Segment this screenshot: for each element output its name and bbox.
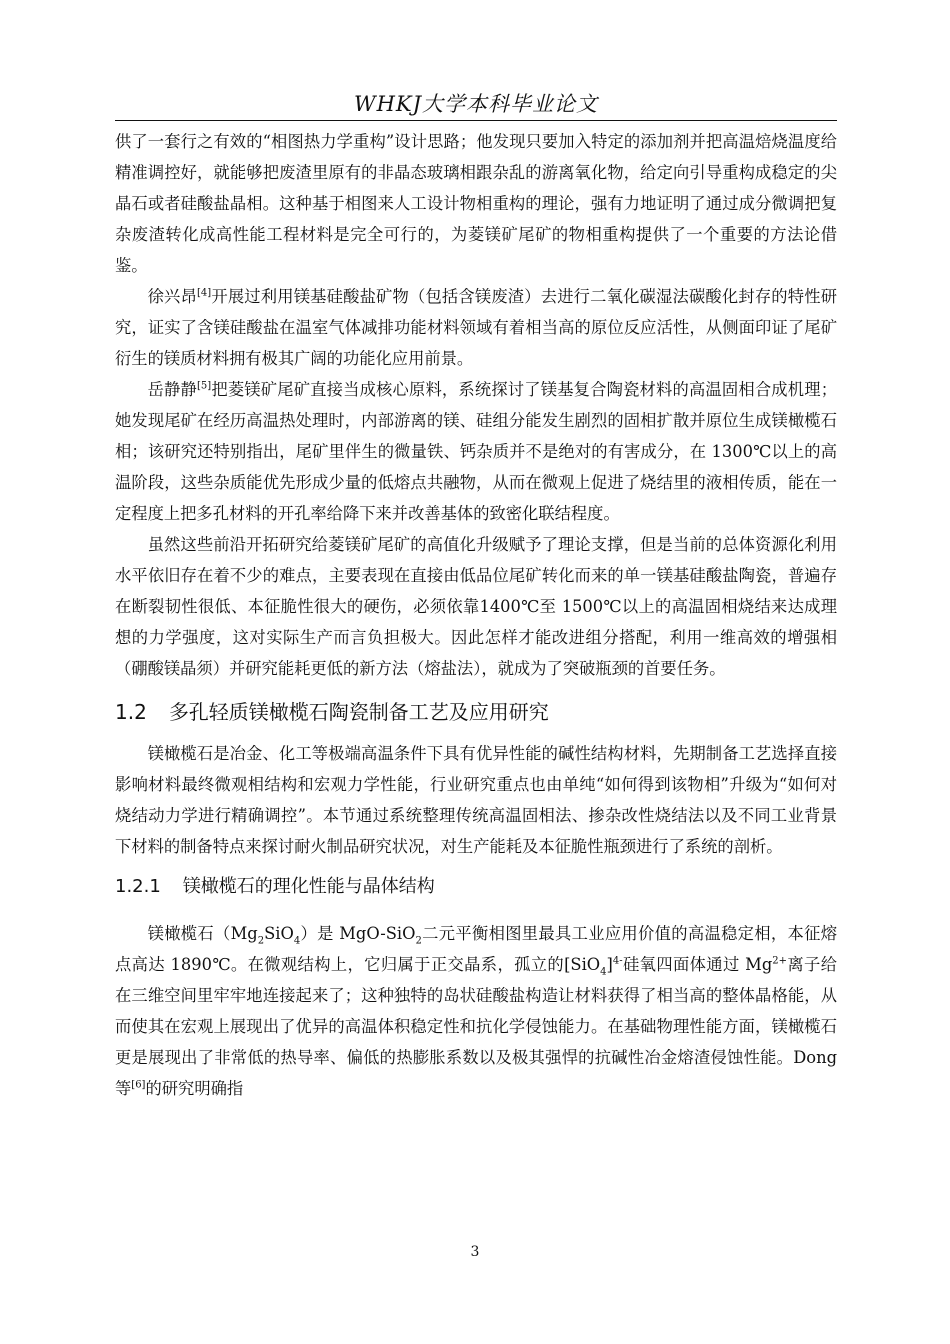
section-title: 多孔轻质镁橄榄石陶瓷制备工艺及应用研究 <box>168 700 549 724</box>
citation-ref: [4] <box>197 287 212 299</box>
paragraph-summary: 虽然这些前沿开拓研究给菱镁矿尾矿的高值化升级赋予了理论支撑，但是当前的总体资源化利用水平依旧存在着不少的难点，主要表现在直接由低品位尾矿转化而来的单一镁基硅酸盐陶瓷，普遍存在断裂韧性很低、本征脆性很大的硬伤，必须依靠1400℃至 1500℃以上的高温固相烧结来达成理想的力学强度，这对实际生产而言负担极大。因此怎样才能改进组分搭配，利用一维高效的增强相（硼酸镁晶须）并研究能耗更低的新方法（熔盐法），就成为了突破瓶颈的首要任务。 <box>115 535 837 678</box>
subsection-heading <box>115 872 837 902</box>
subsection-title: 镁橄榄石的理化性能与晶体结构 <box>182 876 435 897</box>
header-rule <box>115 120 837 121</box>
citation-ref: [5] <box>197 380 212 392</box>
section-heading <box>115 696 837 728</box>
page-body <box>115 126 837 1104</box>
subscript: 4 <box>293 935 301 947</box>
text-run: ）是 MgO-SiO <box>300 924 416 943</box>
paragraph-forsterite <box>115 918 837 1104</box>
text-run: SiO <box>264 924 294 943</box>
text-run: 把菱镁矿尾矿直接当成核心原料，系统探讨了镁基复合陶瓷材料的高温固相合成机理；她发现尾矿在经历高温热处理时，内部游离的镁、硅组分能发生剧烈的固相扩散并原位生成镁橄榄石相；该研究还特别指出，尾矿里伴生的微量铁、钙杂质并不是绝对的有害成分，在 1300℃以上的高温阶段，这些杂质能优先形成少量的低熔点共融物，从而在微观上促进了烧结里的液相传质，能在一定程度上把多孔材料的开孔率给降下来并改善基体的致密化联结程度。 <box>115 380 837 523</box>
text-run: 徐兴昂 <box>147 287 197 306</box>
paragraph-xu <box>115 281 837 374</box>
text-run: 二元平衡相图里最具工业应用价值的高温稳定相，本征熔点高达 1890℃。在微观结构上，它归属于正交晶系，孤立的[SiO <box>115 924 837 974</box>
subsection-number: 1.2.1 <box>115 876 161 897</box>
text-run: 开展过利用镁基硅酸盐矿物（包括含镁废渣）去进行二氧化碳湿法碳酸化封存的特性研究，证实了含镁硅酸盐在温室气体减排功能材料领域有着相当高的原位反应活性，从侧面印证了尾矿衍生的镁质材料拥有极其广阔的功能化应用前景。 <box>115 287 837 368</box>
citation-ref: [6] <box>131 1079 146 1091</box>
subscript: 2 <box>415 935 422 947</box>
paragraph-section-intro: 镁橄榄石是冶金、化工等极端高温条件下具有优异性能的碱性结构材料，先期制备工艺选择直接影响材料最终微观相结构和宏观力学性能，行业研究重点也由单纯“如何得到该物相”升级为“如何对烧结动力学进行精确调控”。本节通过系统整理传统高温固相法、掺杂改性烧结法以及不同工业背景下材料的制备特点来探讨耐火制品研究状况，对生产能耗及本征脆性瓶颈进行了系统的剖析。 <box>115 744 837 856</box>
subscript: 4 <box>600 966 607 978</box>
text-run: 离子给在三维空间里牢牢地连接起来了；这种独特的岛状硅酸盐构造让材料获得了相当高的整体晶格能，从而使其在宏观上展现出了优异的高温体积稳定性和抗化学侵蚀能力。在基础物理性能方面，镁橄榄石更是展现出了非常低的热导率、偏低的热膨胀系数以及极其强悍的抗碱性冶金熔渣侵蚀性能。Dong 等 <box>115 955 837 1098</box>
section-number: 1.2 <box>115 700 147 724</box>
paragraph-yue <box>115 374 837 529</box>
running-header: WHKJ大学本科毕业论文 <box>353 92 598 116</box>
subscript: 2 <box>257 935 265 947</box>
superscript: 2+ <box>772 955 787 967</box>
paragraph-continued: 供了一套行之有效的“相图热力学重构”设计思路；他发现只要加入特定的添加剂并把高温焙烧温度给精准调控好，就能够把废渣里原有的非晶态玻璃相跟杂乱的游离氧化物，给定向引导重构成稳定的尖晶石或者硅酸盐晶相。这种基于相图来人工设计物相重构的理论，强有力地证明了通过成分微调把复杂废渣转化成高性能工程材料是完全可行的，为菱镁矿尾矿的物相重构提供了一个重要的方法论借鉴。 <box>115 132 837 275</box>
text-run: 镁橄榄石（Mg <box>147 924 258 943</box>
superscript: 4- <box>612 955 623 967</box>
page-number: 3 <box>470 1244 480 1260</box>
text-run: 硅氧四面体通过 Mg <box>622 955 773 974</box>
text-run: ] <box>606 955 613 974</box>
text-run: 的研究明确指 <box>145 1079 244 1098</box>
text-run: 岳静静 <box>147 380 197 399</box>
